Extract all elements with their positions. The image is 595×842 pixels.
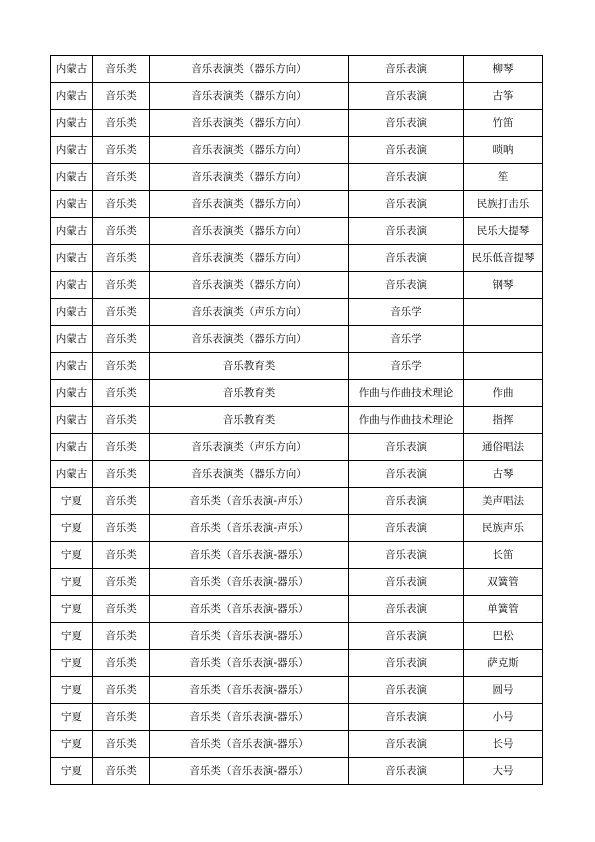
direction-cell: 通俗唱法: [464, 434, 543, 461]
table-row: [51, 191, 543, 218]
major-cell: 音乐表演: [349, 245, 464, 272]
table-row: [51, 56, 543, 83]
exam-type-cell: 音乐类（音乐表演-器乐）: [150, 569, 349, 596]
province-cell: 内蒙古: [51, 299, 93, 326]
province-cell: 内蒙古: [51, 272, 93, 299]
province-cell: 内蒙古: [51, 245, 93, 272]
direction-cell: 古琴: [464, 461, 543, 488]
exam-type-cell: 音乐类（音乐表演-器乐）: [150, 650, 349, 677]
major-cell: 音乐表演: [349, 650, 464, 677]
category-cell: 音乐类: [93, 110, 150, 137]
table-row: [51, 164, 543, 191]
province-cell: 内蒙古: [51, 461, 93, 488]
province-cell: 内蒙古: [51, 164, 93, 191]
major-cell: 音乐学: [349, 326, 464, 353]
province-cell: 宁夏: [51, 596, 93, 623]
table-row: [51, 650, 543, 677]
exam-type-cell: 音乐类（音乐表演-器乐）: [150, 731, 349, 758]
exam-type-cell: 音乐表演类（器乐方向）: [150, 164, 349, 191]
direction-cell: 民乐低音提琴: [464, 245, 543, 272]
category-cell: 音乐类: [93, 434, 150, 461]
table-row: [51, 569, 543, 596]
major-cell: 音乐表演: [349, 677, 464, 704]
province-cell: 宁夏: [51, 704, 93, 731]
exam-type-cell: 音乐类（音乐表演-器乐）: [150, 623, 349, 650]
table-row: [51, 380, 543, 407]
major-cell: 作曲与作曲技术理论: [349, 380, 464, 407]
province-cell: 内蒙古: [51, 353, 93, 380]
table-row: [51, 434, 543, 461]
province-cell: 宁夏: [51, 677, 93, 704]
category-cell: 音乐类: [93, 299, 150, 326]
direction-cell: 作曲: [464, 380, 543, 407]
table-row: [51, 110, 543, 137]
table-row: [51, 596, 543, 623]
admissions-table: [50, 55, 543, 785]
category-cell: 音乐类: [93, 542, 150, 569]
category-cell: 音乐类: [93, 191, 150, 218]
province-cell: 内蒙古: [51, 380, 93, 407]
major-cell: 音乐表演: [349, 56, 464, 83]
direction-cell: 钢琴: [464, 272, 543, 299]
exam-type-cell: 音乐类（音乐表演-器乐）: [150, 542, 349, 569]
major-cell: 音乐表演: [349, 488, 464, 515]
direction-cell: 大号: [464, 758, 543, 785]
category-cell: 音乐类: [93, 623, 150, 650]
major-cell: 音乐表演: [349, 434, 464, 461]
major-cell: 音乐表演: [349, 137, 464, 164]
province-cell: 内蒙古: [51, 326, 93, 353]
direction-cell: [464, 299, 543, 326]
exam-type-cell: 音乐类（音乐表演-声乐）: [150, 488, 349, 515]
major-cell: 音乐表演: [349, 272, 464, 299]
table-row: [51, 353, 543, 380]
direction-cell: 美声唱法: [464, 488, 543, 515]
category-cell: 音乐类: [93, 704, 150, 731]
table-row: [51, 704, 543, 731]
major-cell: 音乐表演: [349, 461, 464, 488]
major-cell: 音乐学: [349, 353, 464, 380]
direction-cell: 民族声乐: [464, 515, 543, 542]
exam-type-cell: 音乐教育类: [150, 407, 349, 434]
category-cell: 音乐类: [93, 677, 150, 704]
exam-type-cell: 音乐表演类（声乐方向）: [150, 299, 349, 326]
table-row: [51, 137, 543, 164]
category-cell: 音乐类: [93, 56, 150, 83]
direction-cell: [464, 353, 543, 380]
direction-cell: 巴松: [464, 623, 543, 650]
province-cell: 宁夏: [51, 488, 93, 515]
table-row: [51, 83, 543, 110]
province-cell: 内蒙古: [51, 137, 93, 164]
major-cell: 音乐表演: [349, 623, 464, 650]
province-cell: 宁夏: [51, 731, 93, 758]
province-cell: 内蒙古: [51, 191, 93, 218]
table-row: [51, 731, 543, 758]
exam-type-cell: 音乐表演类（器乐方向）: [150, 83, 349, 110]
table-row: [51, 299, 543, 326]
direction-cell: 民乐大提琴: [464, 218, 543, 245]
major-cell: 音乐表演: [349, 704, 464, 731]
exam-type-cell: 音乐表演类（器乐方向）: [150, 56, 349, 83]
category-cell: 音乐类: [93, 83, 150, 110]
major-cell: 音乐表演: [349, 596, 464, 623]
direction-cell: 唢呐: [464, 137, 543, 164]
direction-cell: 小号: [464, 704, 543, 731]
province-cell: 宁夏: [51, 650, 93, 677]
category-cell: 音乐类: [93, 272, 150, 299]
exam-type-cell: 音乐表演类（器乐方向）: [150, 110, 349, 137]
exam-type-cell: 音乐类（音乐表演-器乐）: [150, 704, 349, 731]
category-cell: 音乐类: [93, 407, 150, 434]
table-row: [51, 677, 543, 704]
direction-cell: 笙: [464, 164, 543, 191]
table-row: [51, 542, 543, 569]
category-cell: 音乐类: [93, 137, 150, 164]
category-cell: 音乐类: [93, 758, 150, 785]
major-cell: 音乐表演: [349, 569, 464, 596]
category-cell: 音乐类: [93, 488, 150, 515]
category-cell: 音乐类: [93, 380, 150, 407]
direction-cell: 长笛: [464, 542, 543, 569]
major-cell: 音乐表演: [349, 83, 464, 110]
province-cell: 宁夏: [51, 542, 93, 569]
exam-type-cell: 音乐表演类（器乐方向）: [150, 218, 349, 245]
province-cell: 内蒙古: [51, 218, 93, 245]
province-cell: 内蒙古: [51, 56, 93, 83]
category-cell: 音乐类: [93, 731, 150, 758]
exam-type-cell: 音乐表演类（器乐方向）: [150, 272, 349, 299]
exam-type-cell: 音乐类（音乐表演-声乐）: [150, 515, 349, 542]
exam-type-cell: 音乐表演类（器乐方向）: [150, 191, 349, 218]
direction-cell: 竹笛: [464, 110, 543, 137]
direction-cell: 萨克斯: [464, 650, 543, 677]
exam-type-cell: 音乐表演类（器乐方向）: [150, 245, 349, 272]
major-cell: 音乐表演: [349, 731, 464, 758]
province-cell: 内蒙古: [51, 407, 93, 434]
province-cell: 宁夏: [51, 569, 93, 596]
table-row: [51, 407, 543, 434]
major-cell: 音乐表演: [349, 515, 464, 542]
exam-type-cell: 音乐表演类（器乐方向）: [150, 137, 349, 164]
category-cell: 音乐类: [93, 164, 150, 191]
exam-type-cell: 音乐教育类: [150, 380, 349, 407]
direction-cell: 双簧管: [464, 569, 543, 596]
category-cell: 音乐类: [93, 461, 150, 488]
province-cell: 内蒙古: [51, 83, 93, 110]
direction-cell: 指挥: [464, 407, 543, 434]
exam-type-cell: 音乐表演类（器乐方向）: [150, 326, 349, 353]
table-row: [51, 218, 543, 245]
province-cell: 宁夏: [51, 515, 93, 542]
direction-cell: 柳琴: [464, 56, 543, 83]
major-cell: 音乐表演: [349, 110, 464, 137]
table-row: [51, 623, 543, 650]
direction-cell: [464, 326, 543, 353]
major-cell: 音乐表演: [349, 542, 464, 569]
category-cell: 音乐类: [93, 353, 150, 380]
exam-type-cell: 音乐表演类（声乐方向）: [150, 434, 349, 461]
major-cell: 音乐表演: [349, 758, 464, 785]
exam-type-cell: 音乐教育类: [150, 353, 349, 380]
table-row: [51, 488, 543, 515]
major-cell: 音乐学: [349, 299, 464, 326]
direction-cell: 圆号: [464, 677, 543, 704]
category-cell: 音乐类: [93, 515, 150, 542]
table-row: [51, 326, 543, 353]
category-cell: 音乐类: [93, 596, 150, 623]
table-body: [51, 56, 543, 785]
major-cell: 作曲与作曲技术理论: [349, 407, 464, 434]
table-row: [51, 515, 543, 542]
exam-type-cell: 音乐类（音乐表演-器乐）: [150, 758, 349, 785]
category-cell: 音乐类: [93, 245, 150, 272]
exam-type-cell: 音乐类（音乐表演-器乐）: [150, 677, 349, 704]
province-cell: 宁夏: [51, 623, 93, 650]
direction-cell: 单簧管: [464, 596, 543, 623]
table-row: [51, 272, 543, 299]
category-cell: 音乐类: [93, 569, 150, 596]
direction-cell: 民族打击乐: [464, 191, 543, 218]
table-row: [51, 758, 543, 785]
category-cell: 音乐类: [93, 326, 150, 353]
province-cell: 宁夏: [51, 758, 93, 785]
category-cell: 音乐类: [93, 218, 150, 245]
direction-cell: 长号: [464, 731, 543, 758]
table-row: [51, 461, 543, 488]
major-cell: 音乐表演: [349, 191, 464, 218]
exam-type-cell: 音乐表演类（器乐方向）: [150, 461, 349, 488]
major-cell: 音乐表演: [349, 218, 464, 245]
table-row: [51, 245, 543, 272]
exam-type-cell: 音乐类（音乐表演-器乐）: [150, 596, 349, 623]
major-cell: 音乐表演: [349, 164, 464, 191]
province-cell: 内蒙古: [51, 110, 93, 137]
province-cell: 内蒙古: [51, 434, 93, 461]
direction-cell: 古筝: [464, 83, 543, 110]
category-cell: 音乐类: [93, 650, 150, 677]
